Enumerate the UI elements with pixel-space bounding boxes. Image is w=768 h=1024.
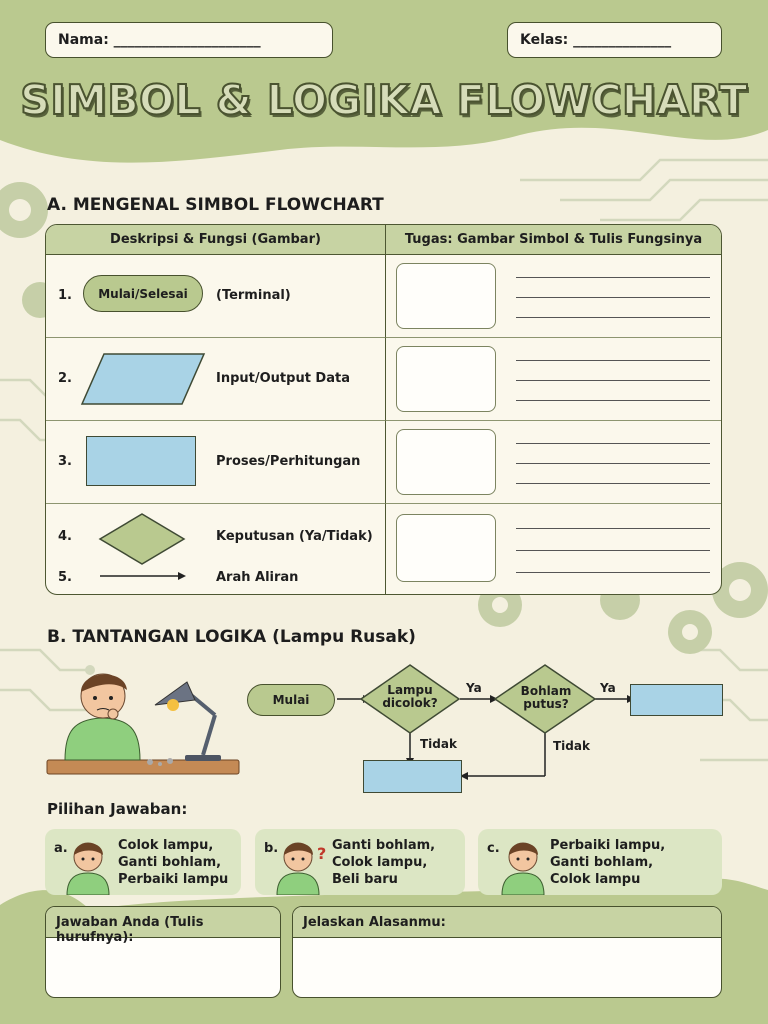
decision-1-label: Lampu dicolok? — [382, 683, 438, 710]
row-number: 3. — [58, 454, 72, 469]
answer-line[interactable] — [516, 380, 710, 381]
no-label-1: Tidak — [420, 737, 457, 751]
flowchart-arrows — [245, 662, 725, 797]
answer-line[interactable] — [516, 400, 710, 401]
answer-line[interactable] — [516, 572, 710, 573]
parallelogram-symbol — [80, 352, 206, 406]
choice-text: Colok lampu, Ganti bohlam, Perbaiki lampu — [118, 838, 229, 887]
draw-box[interactable] — [396, 263, 496, 329]
start-terminal: Mulai — [247, 684, 335, 716]
terminal-symbol: Mulai/Selesai — [83, 275, 203, 312]
class-field[interactable]: Kelas: ______________ — [507, 22, 722, 58]
answer-line[interactable] — [516, 297, 710, 298]
task-cell — [386, 421, 721, 504]
table-row — [46, 504, 386, 594]
task-cell — [386, 338, 721, 421]
section-a-title: A. MENGENAL SIMBOL FLOWCHART — [47, 195, 384, 215]
choice-text: Perbaiki lampu, Ganti bohlam, Colok lampu — [550, 838, 666, 887]
answer-line[interactable] — [516, 277, 710, 278]
col-header-description: Deskripsi & Fungsi (Gambar) — [46, 225, 386, 255]
choice-text: Ganti bohlam, Colok lampu, Beli baru — [332, 838, 436, 887]
question-mark-icon: ? — [317, 844, 327, 863]
choice-letter: a. — [54, 841, 68, 856]
table-row — [46, 255, 386, 338]
reason-box[interactable] — [292, 906, 722, 998]
thinking-boy-avatar — [273, 835, 333, 895]
symbol-function: Arah Aliran — [216, 570, 299, 585]
symbol-table — [45, 224, 722, 595]
row-number: 5. — [58, 570, 72, 585]
symbol-function: Keputusan (Ya/Tidak) — [216, 529, 373, 544]
task-cell — [386, 504, 721, 594]
answer-line[interactable] — [516, 360, 710, 361]
answer-line[interactable] — [516, 317, 710, 318]
draw-box[interactable] — [396, 514, 496, 582]
symbol-function: Input/Output Data — [216, 371, 350, 386]
answer-box[interactable] — [45, 906, 281, 998]
row-number: 2. — [58, 371, 72, 386]
rectangle-symbol — [86, 436, 196, 486]
thinking-boy-illustration — [45, 660, 245, 790]
answer-line[interactable] — [516, 528, 710, 529]
draw-box[interactable] — [396, 429, 496, 495]
decision-2-label: Bohlam putus? — [520, 684, 572, 711]
process-box-no[interactable] — [363, 760, 462, 793]
draw-box[interactable] — [396, 346, 496, 412]
process-box-yes[interactable] — [630, 684, 723, 716]
row-number: 4. — [58, 529, 72, 544]
answer-line[interactable] — [516, 443, 710, 444]
no-label-2: Tidak — [553, 739, 590, 753]
answer-line[interactable] — [516, 550, 710, 551]
symbol-function: Proses/Perhitungan — [216, 454, 361, 469]
desk-lamp-icon — [155, 682, 221, 761]
thinking-boy-avatar — [63, 835, 113, 895]
choices-label: Pilihan Jawaban: — [47, 800, 188, 818]
choice-c[interactable] — [478, 829, 722, 895]
table-row — [46, 338, 386, 421]
col-header-task: Tugas: Gambar Simbol & Tulis Fungsinya — [386, 225, 721, 255]
name-field[interactable]: Nama: _____________________ — [45, 22, 333, 58]
section-b-title: B. TANTANGAN LOGIKA (Lampu Rusak) — [47, 627, 416, 647]
answer-line[interactable] — [516, 463, 710, 464]
choice-letter: b. — [264, 841, 279, 856]
choice-letter: c. — [487, 841, 500, 856]
choice-b[interactable] — [255, 829, 465, 895]
answer-label: Jawaban Anda (Tulis hurufnya): — [46, 907, 280, 938]
yes-label-2: Ya — [600, 681, 616, 695]
table-row — [46, 421, 386, 504]
diamond-symbol — [98, 512, 186, 566]
yes-label-1: Ya — [466, 681, 482, 695]
task-cell — [386, 255, 721, 338]
page-title: SIMBOL & LOGIKA FLOWCHART — [20, 76, 748, 124]
choice-a[interactable] — [45, 829, 241, 895]
answer-line[interactable] — [516, 483, 710, 484]
reason-label: Jelaskan Alasanmu: — [293, 907, 721, 938]
thinking-boy-avatar — [498, 835, 548, 895]
row-number: 1. — [58, 288, 72, 303]
symbol-function: (Terminal) — [216, 288, 291, 303]
arrow-symbol — [98, 570, 188, 582]
